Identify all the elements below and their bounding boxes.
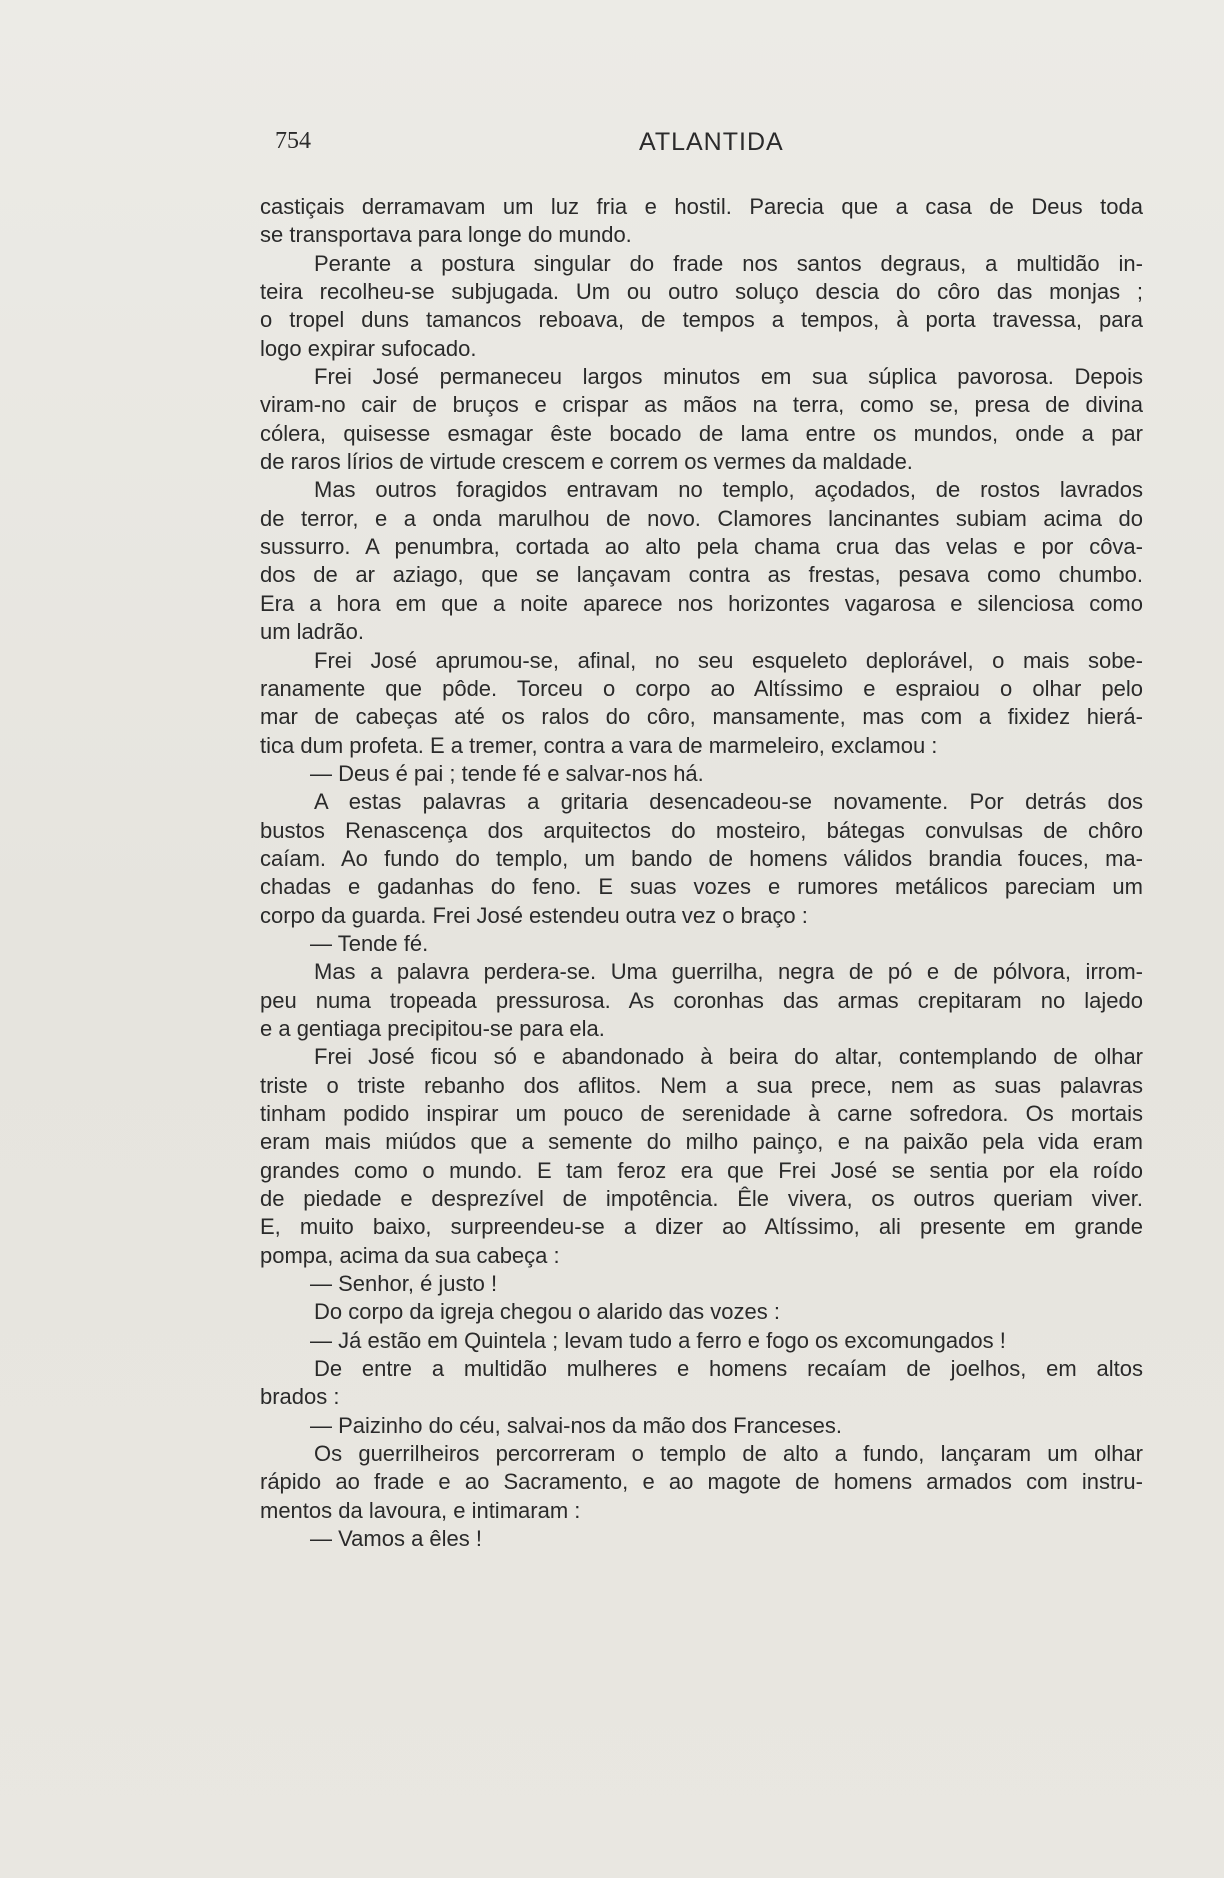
dialogue-line: — Tende fé.: [310, 930, 429, 956]
text-line: brados :: [260, 1384, 340, 1410]
text-line: logo expirar sufocado.: [260, 335, 477, 361]
dialogue-line: — Deus é pai ; tende fé e salvar-nos há.: [310, 760, 704, 786]
page-header: [275, 128, 787, 162]
text-line: Mas a palavra perdera-se. Uma guerrilha, negra de pó e de pólvora, irrom-: [314, 959, 1143, 985]
text-line: chadas e gadanhas do feno. E suas vozes e rumores metálicos pareciam um: [260, 874, 1143, 900]
text-line: Frei José ficou só e abandonado à beira do altar, contemplando de olhar: [314, 1044, 1143, 1070]
text-line: eram mais miúdos que a semente do milho painço, e na paixão pela vida eram: [260, 1129, 1143, 1155]
text-line: cólera, quisesse esmagar êste bocado de lama entre os mundos, onde a par: [260, 420, 1143, 446]
text-line: tica dum profeta. E a tremer, contra a vara de marmeleiro, exclamou :: [260, 732, 938, 758]
text-line: um ladrão.: [260, 619, 364, 645]
text-line: bustos Renascença dos arquitectos do mosteiro, bátegas convulsas de chôro: [260, 817, 1143, 843]
text-line: viram-no cair de bruços e crispar as mãos na terra, como se, presa de divina: [260, 392, 1143, 418]
dialogue-line: — Vamos a êles !: [310, 1526, 482, 1552]
text-line: peu numa tropeada pressurosa. As coronhas das armas crepitaram no lajedo: [260, 987, 1143, 1013]
text-line: de terror, e a onda marulhou de novo. Clamores lancinantes subiam acima do: [260, 505, 1143, 531]
body-text: [260, 193, 1143, 1554]
text-line: teira recolheu-se subjugada. Um ou outro soluço descia do côro das monjas ;: [260, 279, 1143, 305]
text-line: De entre a multidão mulheres e homens recaíam de joelhos, em altos: [314, 1356, 1143, 1382]
text-line: de raros lírios de virtude crescem e correm os vermes da maldade.: [260, 449, 913, 475]
text-line: E, muito baixo, surpreendeu-se a dizer ao Altíssimo, ali presente em grande: [260, 1214, 1143, 1240]
text-line: Perante a postura singular do frade nos santos degraus, a multidão in-: [314, 250, 1143, 276]
text-line: Mas outros foragidos entravam no templo, açodados, de rostos lavrados: [314, 477, 1143, 503]
text-line: triste o triste rebanho dos aflitos. Nem a sua prece, nem as suas palavras: [260, 1072, 1143, 1098]
text-line: caíam. Ao fundo do templo, um bando de homens válidos brandia fouces, ma-: [260, 845, 1143, 871]
text-line: mentos da lavoura, e intimaram :: [260, 1497, 581, 1523]
text-line: dos de ar aziago, que se lançavam contra as frestas, pesava como chumbo.: [260, 562, 1143, 588]
text-line: Do corpo da igreja chegou o alarido das vozes :: [314, 1299, 780, 1325]
text-line: A estas palavras a gritaria desencadeou-se novamente. Por detrás dos: [314, 789, 1143, 815]
text-line: o tropel duns tamancos reboava, de tempos a tempos, à porta travessa, para: [260, 307, 1143, 333]
text-line: e a gentiaga precipitou-se para ela.: [260, 1015, 605, 1041]
text-line: pompa, acima da sua cabeça :: [260, 1242, 560, 1268]
dialogue-line: — Paizinho do céu, salvai-nos da mão dos Franceses.: [310, 1412, 842, 1438]
text-line: mar de cabeças até os ralos do côro, mansamente, mas com a fixidez hierá-: [260, 704, 1143, 730]
running-title: ATLANTIDA: [639, 128, 784, 156]
text-line: Era a hora em que a noite aparece nos horizontes vagarosa e silenciosa como: [260, 590, 1143, 616]
dialogue-line: — Senhor, é justo !: [310, 1271, 498, 1297]
text-line: grandes como o mundo. E tam feroz era que Frei José se sentia por ela roído: [260, 1157, 1143, 1183]
text-line: castiçais derramavam um luz fria e hostil. Parecia que a casa de Deus toda: [260, 194, 1143, 219]
text-line: Frei José permaneceu largos minutos em sua súplica pavorosa. Depois: [314, 364, 1143, 390]
text-line: sussurro. A penumbra, cortada ao alto pela chama crua das velas e por côva-: [260, 534, 1143, 560]
text-line: rápido ao frade e ao Sacramento, e ao magote de homens armados com instru-: [260, 1469, 1143, 1495]
text-line: tinham podido inspirar um pouco de serenidade à carne sofredora. Os mortais: [260, 1101, 1143, 1126]
text-line: corpo da guarda. Frei José estendeu outra vez o braço :: [260, 902, 808, 928]
text-line: Frei José aprumou-se, afinal, no seu esqueleto deplorável, o mais sobe-: [314, 647, 1143, 673]
dialogue-line: — Já estão em Quintela ; levam tudo a ferro e fogo os excomungados !: [310, 1327, 1006, 1353]
page-number: 754: [275, 128, 311, 154]
text-line: se transportava para longe do mundo.: [260, 222, 632, 248]
text-line: de piedade e desprezível de impotência. Êle vivera, os outros queriam viver.: [260, 1186, 1143, 1212]
text-line: Os guerrilheiros percorreram o templo de alto a fundo, lançaram um olhar: [314, 1441, 1143, 1467]
text-line: ranamente que pôde. Torceu o corpo ao Altíssimo e espraiou o olhar pelo: [260, 675, 1143, 701]
